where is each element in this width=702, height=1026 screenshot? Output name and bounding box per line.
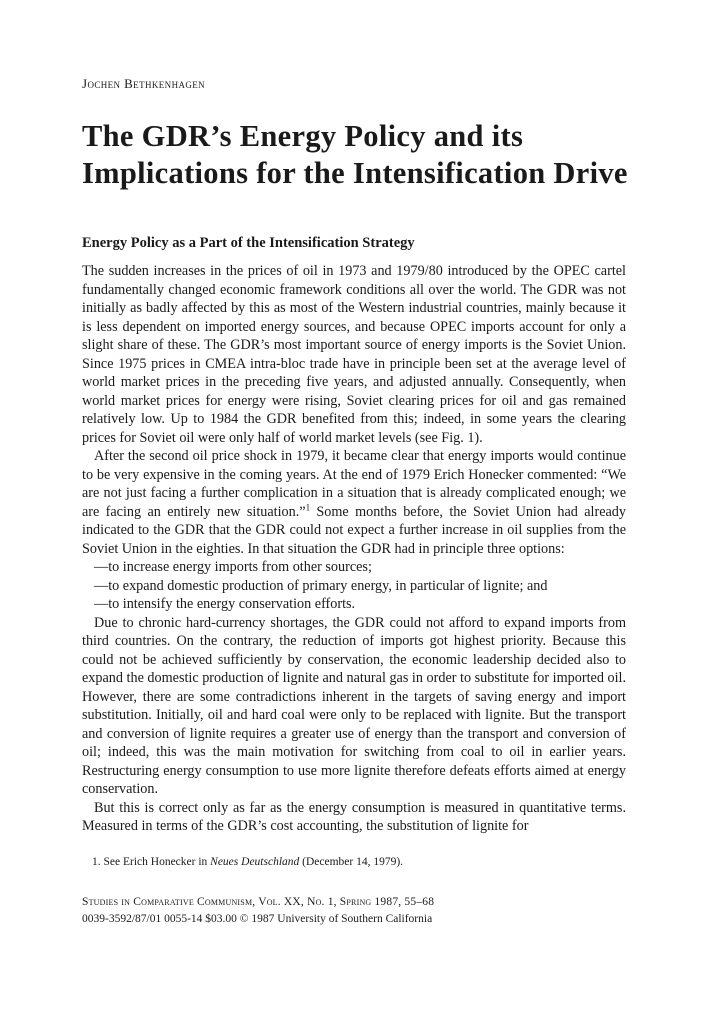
footnote-text-a: See Erich Honecker in [103, 856, 208, 868]
option-list-item: —to increase energy imports from other sources; [94, 559, 372, 575]
footnote-newspaper: Neues Deutschland [210, 856, 300, 868]
paragraph-1: The sudden increases in the prices of oil in 1973 and 1979/80 introduced by the OPEC cartel fundamentally changed economic framework conditions all over the world. The GDR was not initially as badly affected by this as most of the Western industrial countries, mainly because it is less dependent on imported energy sources, and because OPEC imports account for only a slight share of these. The GDR’s most important source of energy imports is the Soviet Union. Since 1975 prices in CMEA intra-bloc trade have in principle been set at the average level of world market prices in the preceding five years, and adjusted annually. Consequently, when world market prices for energy were rising, Soviet clearing prices for oil and gas remained relatively low. Up to 1984 the GDR benefited from this; indeed, in some years the clearing prices for Soviet oil were only half of world market levels (see Fig. 1). [82, 263, 626, 446]
paragraph-2-text-b: Some months before, the Soviet Union had already indicated to the GDR that the GDR could not expect a further increase in oil supplies from the Soviet Union in the eighties. In that situation the GDR had in principle three options: [82, 503, 626, 557]
article-body [82, 262, 626, 836]
article-title [82, 118, 682, 192]
copyright-line: 0039-3592/87/01 0055-14 $03.00 © 1987 University of Southern California [82, 913, 433, 925]
footnote-text-b: (December 14, 1979). [302, 856, 404, 868]
author-name: Jochen Bethkenhagen [82, 76, 206, 91]
option-list-item: —to expand domestic production of primary energy, in particular of lignite; and [94, 577, 548, 594]
title-line-2: Implications for the Intensification Drive [82, 156, 628, 190]
option-list-item: —to intensify the energy conservation efforts. [94, 596, 356, 612]
paragraph-3: Due to chronic hard-currency shortages, the GDR could not afford to expand imports from third countries. On the contrary, the reduction of imports got highest priority. Because this could not be achieved sufficiently by conservation, the economic leadership decided also to expand the domestic production of lignite and natural gas in order to substitute for imported oil. However, there are some contradictions inherent in the targets of saving energy and import substitution. Initially, oil and hard coal were only to be replaced with lignite. But the transport and conversion of lignite requires a greater use of energy than the transport and conversion of oil; indeed, this was the main motivation for switching from coal to oil in earlier years. Restructuring energy consumption to use more lignite therefore defeats efforts aimed at energy conservation. [82, 614, 626, 797]
footnote [92, 855, 632, 870]
footnote-number: 1. [92, 856, 101, 868]
title-line-1: The GDR’s Energy Policy and its [82, 119, 524, 153]
paragraph-2-text-a: After the second oil price shock in 1979, it became clear that energy imports would continue to be very expensive in the coming years. At the end of 1979 Erich Honecker commented: “We are not just facing a further complication in a situation that is already complicated enough; we are facing an entirely new situation.” [82, 448, 626, 520]
footnote-reference[interactable]: 1 [305, 501, 311, 512]
section-heading: Energy Policy as a Part of the Intensification Strategy [82, 235, 415, 251]
journal-citation: Studies in Comparative Communism, Vol. XX, No. 1, Spring 1987, 55–68 [82, 896, 435, 908]
paragraph-2 [82, 447, 626, 558]
journal-info [82, 894, 642, 928]
paragraph-4: But this is correct only as far as the energy consumption is measured in quantitative terms. Measured in terms of the GDR’s cost accounting, the substitution of lignite for [82, 799, 626, 834]
